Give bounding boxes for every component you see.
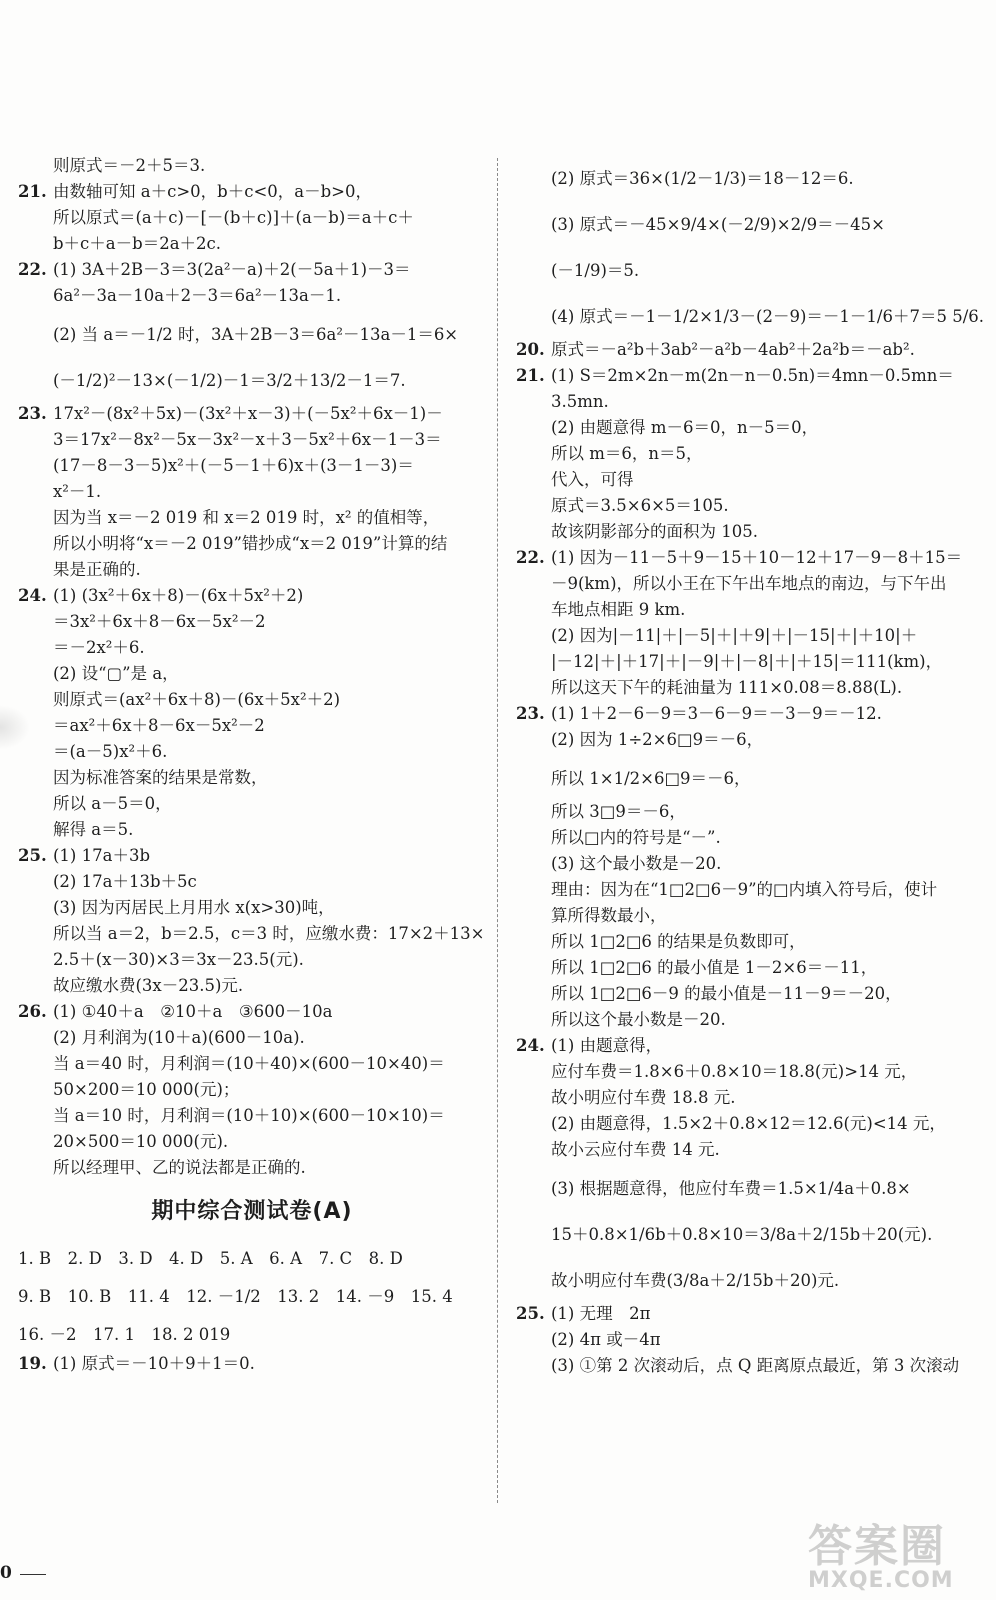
left-line: [18, 1106, 486, 1132]
answer-text: (1) 由题意得，: [551, 1036, 663, 1055]
answer-text: 所以 a－5＝0，: [53, 794, 172, 813]
answer-text: 所以这个最小数是－20.: [551, 1010, 726, 1029]
left-line: [18, 260, 486, 286]
left-tail-line: [18, 1354, 486, 1380]
right-line: [516, 392, 986, 418]
answer-text: (2) 原式＝36×(1/2－1/3)＝18－12＝6.: [551, 169, 854, 188]
question-number: 22.: [18, 260, 47, 279]
question-number: 19.: [18, 1354, 47, 1373]
left-line: [18, 286, 486, 312]
answer-text: (3) 原式＝－45×9/4×(－2/9)×2/9＝－45×: [551, 215, 885, 234]
question-number: 24.: [516, 1036, 545, 1055]
right-line: [516, 340, 986, 366]
right-line: [516, 730, 986, 756]
right-line: [516, 626, 986, 652]
left-line: [18, 872, 486, 898]
answer-text: (2) 月利润为(10＋a)(600－10a).: [53, 1028, 305, 1047]
right-line: [516, 828, 986, 854]
answer-text: 所以小明将“x＝－2 019”错抄成“x＝2 019”计算的结: [53, 534, 448, 553]
right-line: [516, 418, 986, 444]
answer-text: 理由：因为在“1□2□6－9”的□内填入符号后，使计: [551, 880, 938, 899]
left-line: [18, 768, 486, 794]
right-line: [516, 574, 986, 600]
answer-text: (1) 原式＝－10＋9＋1＝0.: [53, 1354, 255, 1373]
answer-text: (2) 4π 或－4π: [551, 1330, 661, 1349]
right-column: [516, 156, 986, 1382]
answer-text: 所以 3□9＝－6，: [551, 802, 686, 821]
choice-answers-row: 16. －2 17. 1 18. 2 019: [18, 1325, 231, 1344]
answer-text: 故该阴影部分的面积为 105.: [551, 522, 758, 541]
left-line: [18, 1028, 486, 1054]
answer-text: (2) 当 a＝－1/2 时，3A＋2B－3＝6a²－13a－1＝6×: [53, 325, 459, 344]
left-line: [18, 846, 486, 872]
answer-text: (1) S＝2m×2n－m(2n－n－0.5n)＝4mn－0.5mn＝: [551, 366, 954, 385]
answer-text: 因为标准答案的结果是常数，: [53, 768, 268, 787]
right-line: [516, 496, 986, 522]
left-line: [18, 976, 486, 1002]
right-line: [516, 958, 986, 984]
left-line: [18, 1080, 486, 1106]
answer-text: 所以当 a＝2，b＝2.5，c＝3 时，应缴水费：17×2＋13×: [53, 924, 485, 943]
right-line: [516, 1088, 986, 1114]
watermark-url: MXQE.COM: [808, 1568, 954, 1593]
right-line: [516, 756, 986, 802]
answer-text: (3) 因为丙居民上月用水 x(x>30)吨，: [53, 898, 335, 917]
left-line: [18, 234, 486, 260]
right-line: [516, 470, 986, 496]
answer-text: 3.5mn.: [551, 392, 609, 411]
left-line: [18, 560, 486, 586]
answer-text: 所以□内的符号是“－”.: [551, 828, 721, 847]
right-line: [516, 202, 986, 248]
answer-text: 算所得数最小，: [551, 906, 667, 925]
answer-text: (2) 因为 1÷2×6□9＝－6，: [551, 730, 764, 749]
answer-text: 果是正确的.: [53, 560, 141, 579]
answer-text: 原式＝3.5×6×5＝105.: [551, 496, 729, 515]
right-line: [516, 880, 986, 906]
answer-text: 应付车费＝1.8×6＋0.8×10＝18.8(元)>14 元，: [551, 1062, 918, 1081]
answer-text: ＝ax²＋6x＋8－6x－5x²－2: [53, 716, 265, 735]
left-line: [18, 924, 486, 950]
answer-text: 2.5＋(x－30)×3＝3x－23.5(元).: [53, 950, 304, 969]
left-line: [18, 404, 486, 430]
answer-text: 6a²－3a－10a＋2－3＝6a²－13a－1.: [53, 286, 342, 305]
answer-text: 50×200＝10 000(元)；: [53, 1080, 240, 1099]
page-number-dash: [20, 1574, 46, 1575]
answer-text: 原式＝－a²b＋3ab²－a²b－4ab²＋2a²b＝－ab².: [551, 340, 915, 359]
column-divider: [497, 158, 498, 1503]
answer-text: (1) 1＋2－6－9＝3－6－9＝－3－9＝－12.: [551, 704, 882, 723]
answer-text: (1) 无理 2π: [551, 1304, 651, 1323]
left-line: [18, 898, 486, 924]
right-line: [516, 678, 986, 704]
watermark-logo: 答案圈: [808, 1521, 946, 1572]
left-line: [18, 586, 486, 612]
answer-text: (1) 3A＋2B－3＝3(2a²－a)＋2(－5a＋1)－3＝: [53, 260, 411, 279]
answer-text: 所以 1□2□6 的最小值是 1－2×6＝－11，: [551, 958, 878, 977]
right-line: [516, 548, 986, 574]
answer-text: 故小云应付车费 14 元.: [551, 1140, 720, 1159]
right-line: [516, 1304, 986, 1330]
right-line: [516, 1330, 986, 1356]
question-number: 23.: [516, 704, 545, 723]
right-line: [516, 600, 986, 626]
left-line: [18, 950, 486, 976]
section-title: 期中综合测试卷(A): [151, 1199, 353, 1224]
left-line: [18, 156, 486, 182]
answer-text: (2) 设“▢”是 a，: [53, 664, 179, 683]
answer-text: 当 a＝40 时，月利润＝(10＋40)×(600－10×40)＝: [53, 1054, 445, 1073]
right-line: [516, 366, 986, 392]
answer-text: (3) 这个最小数是－20.: [551, 854, 722, 873]
answer-text: 解得 a＝5.: [53, 820, 134, 839]
answer-text: 3＝17x²－8x²－5x－3x²－x＋3－5x²＋6x－1－3＝: [53, 430, 442, 449]
right-line: [516, 1140, 986, 1166]
right-line: [516, 1356, 986, 1382]
right-line: [516, 1114, 986, 1140]
left-column: [18, 156, 486, 1380]
answer-text: 代入，可得: [551, 470, 634, 489]
answer-text: 则原式＝－2＋5＝3.: [53, 156, 206, 175]
right-line: [516, 906, 986, 932]
answer-text: (2) 由题意得，1.5×2＋0.8×12＝12.6(元)<14 元，: [551, 1114, 946, 1133]
choice-answers-row: 1. B 2. D 3. D 4. D 5. A 6. A 7. C 8. D: [18, 1249, 403, 1268]
answer-text: 当 a＝10 时，月利润＝(10＋10)×(600－10×10)＝: [53, 1106, 445, 1125]
question-number: 26.: [18, 1002, 47, 1021]
answer-text: 由数轴可知 a＋c>0，b＋c<0，a－b>0，: [53, 182, 372, 201]
answer-text: |－12|＋|＋17|＋|－9|＋|－8|＋|＋15|＝111(km)，: [551, 652, 943, 671]
answer-text: 所以原式＝(a＋c)－[－(b＋c)]＋(a－b)＝a＋c＋: [53, 208, 414, 227]
answer-text: 15＋0.8×1/6b＋0.8×10＝3/8a＋2/15b＋20(元).: [551, 1225, 933, 1244]
question-number: 21.: [516, 366, 545, 385]
answer-text: (4) 原式＝－1－1/2×1/3－(2－9)＝－1－1/6＋7＝5 5/6.: [551, 307, 985, 326]
question-number: 25.: [516, 1304, 545, 1323]
left-line: [18, 1158, 486, 1184]
right-line: [516, 1166, 986, 1212]
question-number: 23.: [18, 404, 47, 423]
left-line: [18, 456, 486, 482]
question-number: 25.: [18, 846, 47, 865]
left-line: [18, 534, 486, 560]
answer-text: (17－8－3－5)x²＋(－5－1＋6)x＋(3－1－3)＝: [53, 456, 414, 475]
answer-text: 所以经理甲、乙的说法都是正确的.: [53, 1158, 306, 1177]
answer-text: (1) 17a＋3b: [53, 846, 151, 865]
right-line: [516, 802, 986, 828]
question-number: 24.: [18, 586, 47, 605]
left-line: [18, 1054, 486, 1080]
left-line: [18, 612, 486, 638]
left-line: [18, 508, 486, 534]
right-line: [516, 984, 986, 1010]
right-line: [516, 156, 986, 202]
left-line: [18, 482, 486, 508]
left-line: [18, 794, 486, 820]
answer-text: 所以 1□2□6 的结果是负数即可，: [551, 932, 806, 951]
right-line: [516, 248, 986, 294]
right-line: [516, 652, 986, 678]
answer-text: 故小明应付车费(3/8a＋2/15b＋20)元.: [551, 1271, 840, 1290]
right-line: [516, 1258, 986, 1304]
question-number: 21.: [18, 182, 47, 201]
answer-text: b＋c＋a－b＝2a＋2c.: [53, 234, 222, 253]
answer-text: 因为当 x＝－2 019 和 x＝2 019 时，x² 的值相等，: [53, 508, 440, 527]
answer-text: ＝(a－5)x²＋6.: [53, 742, 168, 761]
answer-text: 则原式＝(ax²＋6x＋8)－(6x＋5x²＋2): [53, 690, 341, 709]
right-line: [516, 932, 986, 958]
right-line: [516, 1036, 986, 1062]
left-line: [18, 638, 486, 664]
left-line: [18, 1132, 486, 1158]
left-line: [18, 182, 486, 208]
right-line: [516, 1212, 986, 1258]
watermark: [808, 1510, 984, 1595]
answer-text: 20×500＝10 000(元).: [53, 1132, 229, 1151]
answer-text: 所以 1×1/2×6□9＝－6，: [551, 769, 751, 788]
left-line: [18, 1002, 486, 1028]
answer-text: (1) (3x²＋6x＋8)－(6x＋5x²＋2): [53, 586, 304, 605]
right-line: [516, 444, 986, 470]
answer-text: －9(km)，所以小王在下午出车地点的南边，与下午出: [551, 574, 947, 593]
left-line: [18, 208, 486, 234]
right-line: [516, 1010, 986, 1036]
answer-text: 所以 1□2□6－9 的最小值是－11－9＝－20，: [551, 984, 902, 1003]
question-number: 22.: [516, 548, 545, 567]
left-line: [18, 358, 486, 404]
right-line: [516, 522, 986, 548]
answer-text: (－1/9)＝5.: [551, 261, 640, 280]
left-line: [18, 312, 486, 358]
answer-text: (1) 因为－11－5＋9－15＋10－12＋17－9－8＋15＝: [551, 548, 963, 567]
answer-text: (2) 17a＋13b＋5c: [53, 872, 197, 891]
answer-text: 所以 m＝6，n＝5，: [551, 444, 703, 463]
right-line: [516, 1062, 986, 1088]
answer-text: (1) ①40＋a ②10＋a ③600－10a: [53, 1002, 333, 1021]
left-line: [18, 430, 486, 456]
left-line: [18, 664, 486, 690]
question-number: 20.: [516, 340, 545, 359]
answer-text: (2) 由题意得 m－6＝0，n－5＝0，: [551, 418, 819, 437]
answer-text: 故小明应付车费 18.8 元.: [551, 1088, 736, 1107]
left-line: [18, 820, 486, 846]
left-line: [18, 690, 486, 716]
answer-text: ＝3x²＋6x＋8－6x－5x²－2: [53, 612, 266, 631]
page-number: 0: [0, 1563, 12, 1583]
answer-text: 17x²－(8x²＋5x)－(3x²＋x－3)＋(－5x²＋6x－1)－: [53, 404, 443, 423]
answer-text: (－1/2)²－13×(－1/2)－1＝3/2＋13/2－1＝7.: [53, 371, 406, 390]
left-line: [18, 716, 486, 742]
answer-text: ＝－2x²＋6.: [53, 638, 145, 657]
answer-text: 故应缴水费(3x－23.5)元.: [53, 976, 244, 995]
answer-text: 所以这天下午的耗油量为 111×0.08＝8.88(L).: [551, 678, 903, 697]
right-line: [516, 704, 986, 730]
choice-answers-row: 9. B 10. B 11. 4 12. －1/2 13. 2 14. －9 15. 4: [18, 1287, 453, 1306]
left-line: [18, 742, 486, 768]
answer-text: x²－1.: [53, 482, 102, 501]
right-line: [516, 854, 986, 880]
answer-text: (2) 因为|－11|＋|－5|＋|＋9|＋|－15|＋|＋10|＋: [551, 626, 918, 645]
answer-text: 车地点相距 9 km.: [551, 600, 686, 619]
answer-text: (3) 根据题意得，他应付车费＝1.5×1/4a＋0.8×: [551, 1179, 911, 1198]
answer-text: (3) ①第 2 次滚动后，点 Q 距离原点最近，第 3 次滚动: [551, 1356, 960, 1375]
right-line: [516, 294, 986, 340]
